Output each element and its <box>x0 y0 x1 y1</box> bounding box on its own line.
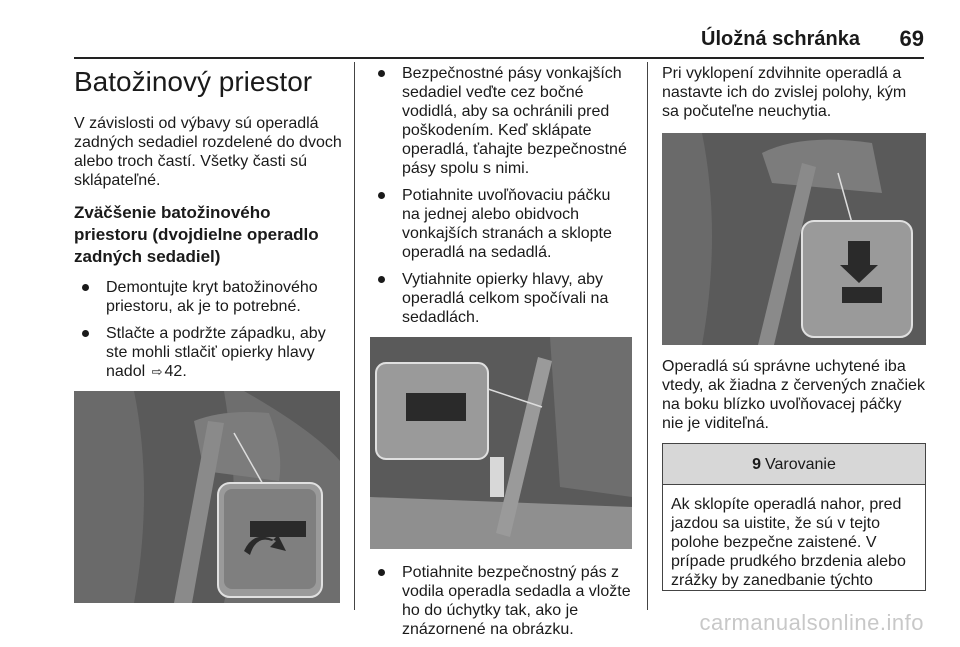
seat-belt-guide-drawing <box>370 337 632 549</box>
headrest-latch-illustration <box>74 391 340 603</box>
intro-paragraph: Pri vyklopení zdvihnite operadlá a nastavte ich do zvislej polohy, kým sa počuteľne neuchytia. <box>662 65 907 120</box>
headrest-latch-drawing <box>74 391 340 603</box>
page-number: 69 <box>899 26 924 51</box>
list-item <box>74 324 344 381</box>
page-header-title: Úložná schránka <box>701 28 860 50</box>
column-left <box>74 64 344 603</box>
list-item-text: Stlačte a podržte západku, aby ste mohli stlačiť opierky hlavy nadol <box>106 325 326 380</box>
instruction-list <box>370 64 632 327</box>
paragraph: Operadlá sú správne uchytené iba vtedy, ak žiadna z červených značiek na boku blízko uvoľňovacej páčky nie je viditeľná. <box>662 358 925 432</box>
seat-release-drawing <box>662 133 926 345</box>
page-reference-icon: ⇨ <box>151 364 163 379</box>
column-right <box>662 64 926 591</box>
seat-belt-guide-illustration <box>370 337 632 549</box>
list-item <box>370 186 632 262</box>
column-middle <box>370 64 632 647</box>
warning-header <box>663 444 925 485</box>
column-divider <box>354 62 355 610</box>
list-item-text: Potiahnite bezpečnostný pás z vodila operadla sedadla a vložte ho do úchytky tak, ako je znázornené na obrázku. <box>402 564 631 638</box>
column-divider <box>647 62 648 610</box>
list-item-text: Demontujte kryt batožinového priestoru, ak je to potrebné. <box>106 279 318 315</box>
warning-box <box>662 443 926 591</box>
list-item-text: Vytiahnite opierky hlavy, aby operadlá celkom spočívali na sedadlách. <box>402 271 609 326</box>
list-item <box>370 563 632 639</box>
header-divider <box>74 57 924 59</box>
instruction-list <box>370 563 632 639</box>
intro-paragraph: V závislosti od výbavy sú operadlá zadných sedadiel rozdelené do dvoch alebo troch častí. Všetky časti sú sklápateľné. <box>74 115 342 189</box>
section-title: Batožinový priestor <box>74 66 313 97</box>
watermark-text: carmanualsonline.info <box>699 610 924 635</box>
warning-text: Ak sklopíte operadlá nahor, pred jazdou sa uistite, že sú v tejto polohe bezpečne zaistené. V prípade prudkého brzdenia alebo zrážky by zanedbanie týchto <box>671 496 906 589</box>
list-item <box>370 64 632 178</box>
list-item <box>370 270 632 327</box>
subsection-title: Zväčšenie batožinového priestoru (dvojdielne operadlo zadných sedadiel) <box>74 203 319 266</box>
warning-title: Varovanie <box>765 455 836 473</box>
warning-icon: 9 <box>752 455 762 473</box>
list-item-text: Potiahnite uvoľňovaciu páčku na jednej alebo obidvoch vonkajších stranách a sklopte operadlá na sedadlá. <box>402 187 612 261</box>
seat-release-illustration <box>662 133 926 345</box>
instruction-list <box>74 278 344 381</box>
list-item <box>74 278 344 316</box>
list-item-text: Bezpečnostné pásy vonkajších sedadiel veďte cez bočné vodidlá, aby sa ochránili pred poškodením. Keď sklápate operadlá, ťahajte bezpečnostné pásy spolu s nimi. <box>402 65 627 177</box>
page-reference[interactable]: 42. <box>164 363 187 380</box>
